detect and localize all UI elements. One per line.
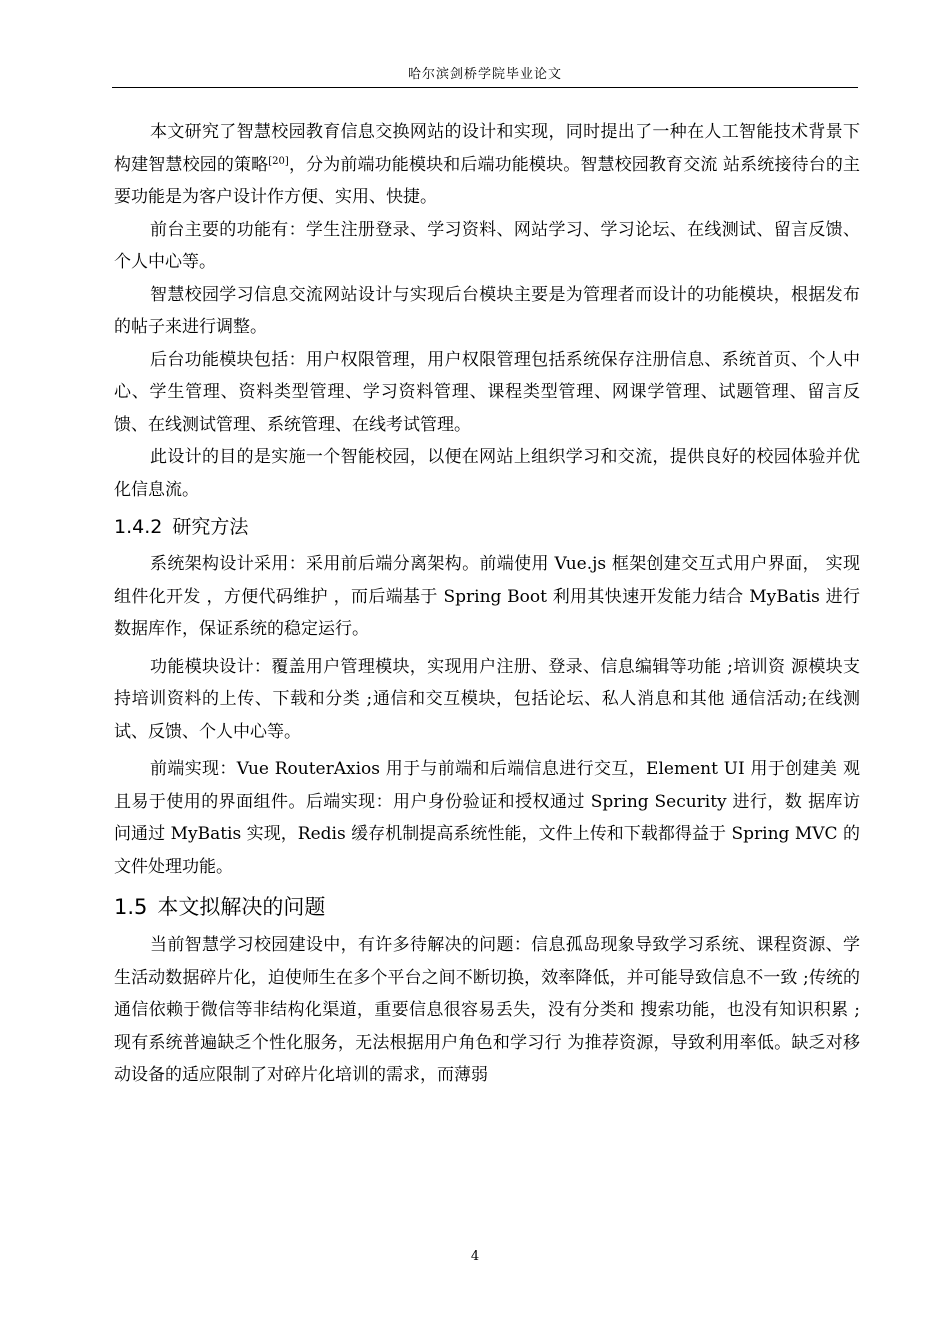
running-header: 哈尔滨剑桥学院毕业论文 xyxy=(407,67,562,82)
section-title: 研究方法 xyxy=(172,516,249,538)
paragraph-implementation: 前端实现：Vue RouterAxios 用于与前端和后端信息进行交互，Element UI 用于创建美 观且易于使用的界面组件。后端实现：用户身份验证和授权通过 Spring Security 进行，数 据库访问通过 MyBatis 实现，Redis 缓存机制提高系统性能，文件上传和下载都得益于 Spring MVC 的文件处理功能。 xyxy=(114,759,860,877)
paragraph-module-design: 功能模块设计：覆盖用户管理模块，实现用户注册、登录、信息编辑等功能 ;培训资 源模块支持培训资料的上传、下载和分类 ;通信和交互模块，包括论坛、私人消息和其他 通信活动;在线测试、反馈、个人中心等。 xyxy=(114,656,860,742)
body-content xyxy=(114,116,860,1092)
section-number: 1.5 xyxy=(114,895,148,919)
section-heading-1-4-2 xyxy=(114,512,860,542)
paragraph-intro-text-cont: ，分为前端功能模块和后端功能模块。智慧校园教育交流 站系统接待台的主要功能是为客户设计作方便、实用、快捷。 xyxy=(114,154,861,207)
section-title: 本文拟解决的问题 xyxy=(157,895,326,919)
page-number: 4 xyxy=(470,1249,480,1264)
section-heading-1-5 xyxy=(114,891,860,923)
paragraph-intro xyxy=(114,116,860,214)
paragraph-design-goal: 此设计的目的是实施一个智能校园，以便在网站上组织学习和交流，提供良好的校园体验并优化信息流。 xyxy=(114,447,860,500)
paragraph-backend-purpose: 智慧校园学习信息交流网站设计与实现后台模块主要是为管理者而设计的功能模块，根据发布的帖子来进行调整。 xyxy=(114,284,860,337)
paragraph-problems: 当前智慧学习校园建设中，有许多待解决的问题：信息孤岛现象导致学习系统、课程资源、学生活动数据碎片化，迫使师生在多个平台之间不断切换，效率降低，并可能导致信息不一致 ;传统的通信依赖于微信等非结构化渠道，重要信息很容易丢失，没有分类和 搜索功能，也没有知识积累 ;现有系统普遍缺乏个性化服务，无法根据用户角色和学习行 为推荐资源，导致利用率低。缺乏对移动设备的适应限制了对碎片化培训的需求，而薄弱 xyxy=(114,935,860,1085)
paragraph-frontend-features: 前台主要的功能有：学生注册登录、学习资料、网站学习、学习论坛、在线测试、留言反馈、个人中心等。 xyxy=(114,219,860,272)
paragraph-intro-text: 本文研究了智慧校园教育信息交换网站的设计和实现，同时提出了一种在人工智能技术背景下构建智慧校园的策略 xyxy=(114,122,860,175)
paragraph-architecture: 系统架构设计采用：采用前后端分离架构。前端使用 Vue.js 框架创建交互式用户界面， 实现组件化开发 ，方便代码维护 ，而后端基于 Spring Boot 利用其快速开发能力结合 MyBatis 进行数据库作，保证系统的稳定运行。 xyxy=(114,554,860,639)
paragraph-backend-modules: 后台功能模块包括：用户权限管理，用户权限管理包括系统保存注册信息、系统首页、个人中心、学生管理、资料类型管理、学习资料管理、课程类型管理、网课学管理、试题管理、留言反馈、在线测试管理、系统管理、在线考试管理。 xyxy=(114,349,860,435)
header-rule xyxy=(112,87,858,88)
section-number: 1.4.2 xyxy=(114,516,163,538)
citation-ref: [20] xyxy=(268,155,289,167)
